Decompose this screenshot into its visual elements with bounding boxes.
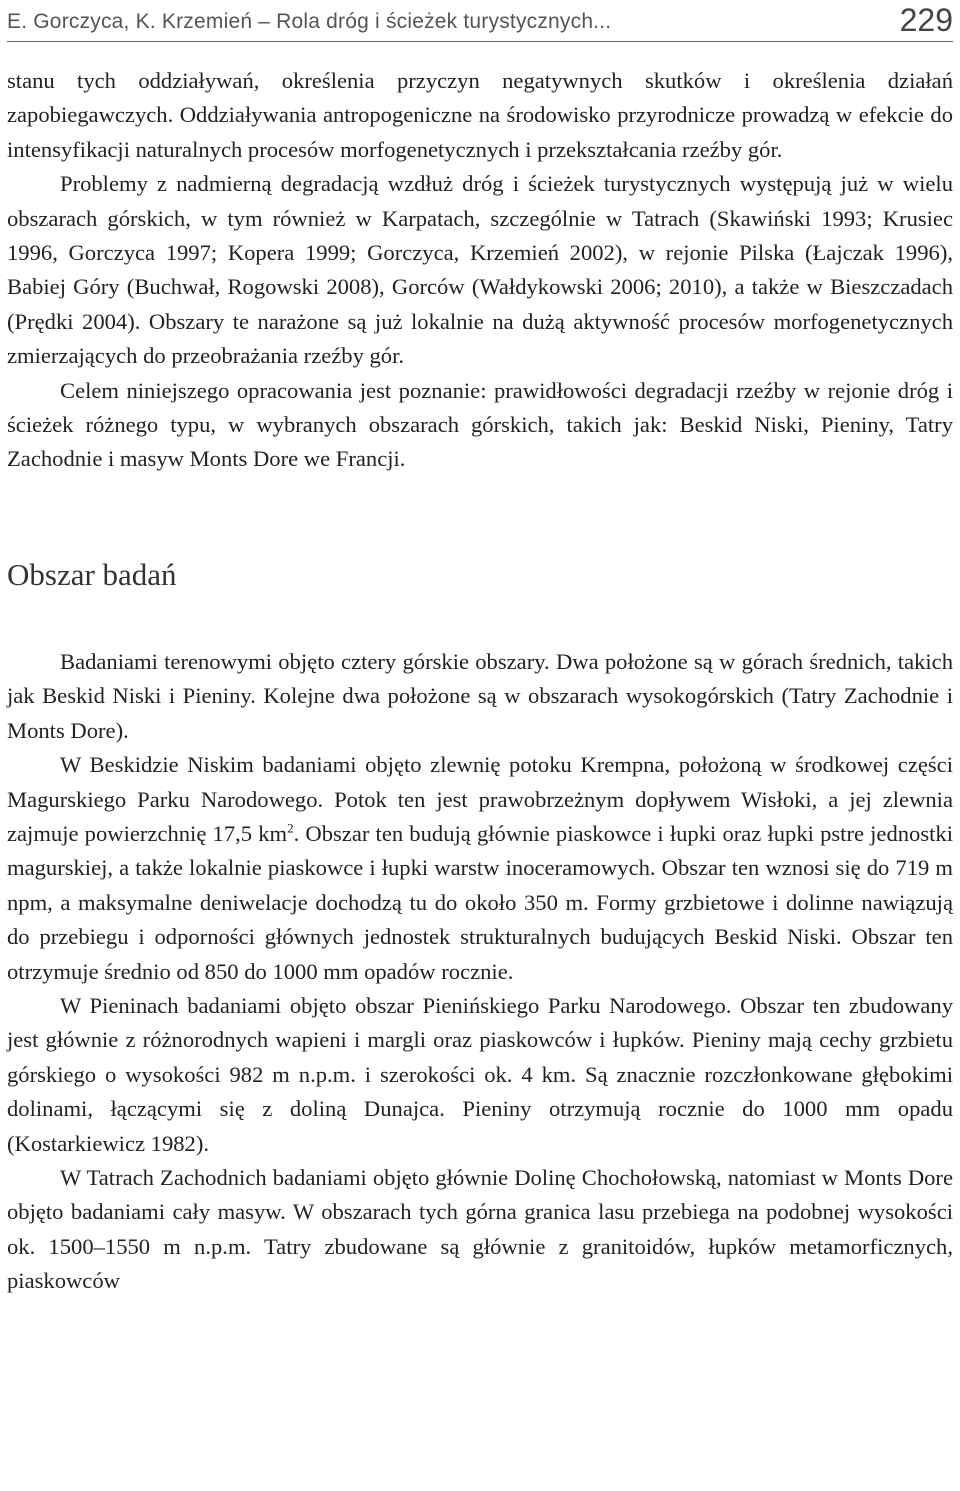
paragraph-continuation: stanu tych oddziaływań, określenia przyczyn negatywnych skutków i określenia działań zapobiegawczych. Oddziaływania antropogeniczne na środowisko przyrodnicze prowadzą w efekcie do intensyfikacji naturalnych procesów morfogenetycznych i przekształcania rzeźby gór. (7, 68, 953, 162)
beskid-text-a: W Beskidzie Niskim badaniami objęto zlewnię potoku Krempna, położoną w środkowej części Magurskiego Parku Narodowego. Potok ten jest prawobrzeżnym dopływem Wisłoki, a jej zlewnia zajmuje powierzchnię 17,5 km (7, 752, 953, 846)
page-number: 229 (899, 2, 953, 38)
body-text (7, 64, 953, 1299)
beskid-text-b: . Obszar ten budują głównie piaskowce i łupki oraz łupki pstre jednostki magurskiej, a także lokalnie piaskowce i łupki warstw inoceramowych. Obszar ten wznosi się do 719 m npm, a maksymalne deniwelacje dochodzą tu do około 350 m. Formy grzbietowe i dolinne nawiązują do przebiegu i odporności głównych jednostek strukturalnych budujących Beskid Niski. Obszar ten otrzymuje średnio od 850 do 1000 mm opadów rocznie. (7, 820, 953, 984)
paragraph-problems: Problemy z nadmierną degradacją wzdłuż dróg i ścieżek turystycznych występują już w wielu obszarach górskich, w tym również w Karpatach, szczególnie w Tatrach (Skawiński 1993; Krusiec 1996, Gorczyca 1997; Kopera 1999; Gorczyca, Krzemień 2002), w rejonie Pilska (Łajczak 1996), Babiej Góry (Buchwał, Rogowski 2008), Gorców (Wałdykowski 2006; 2010), a także w Bieszczadach (Prędki 2004). Obszary te narażone są już lokalnie na dużą aktywność procesów morfogenetycznych zmierzających do przeobrażania rzeźby gór. (7, 171, 953, 369)
superscript-2: 2 (287, 820, 294, 836)
running-head (7, 2, 953, 38)
paragraph-beskid-niski (7, 748, 953, 989)
paragraph-tatry: W Tatrach Zachodnich badaniami objęto głównie Dolinę Chochołowską, natomiast w Monts Dore objęto badaniami cały masyw. W obszarach tych górna granica lasu przebiega na podobnej wysokości ok. 1500–1550 m n.p.m. Tatry zbudowane są głównie z granitoidów, łupków metamorficznych, piaskowców (7, 1164, 953, 1294)
running-head-title: E. Gorczyca, K. Krzemień – Rola dróg i ścieżek turystycznych... (7, 10, 612, 33)
paragraph-pieniny: W Pieninach badaniami objęto obszar Pienińskiego Parku Narodowego. Obszar ten zbudowany jest głównie z różnorodnych wapieni i margli oraz piaskowców i łupków. Pieniny mają cechy grzbietu górskiego o wysokości 982 m n.p.m. i szerokości ok. 4 km. Są znacznie rozczłonkowane głębokimi dolinami, łączącymi się z doliną Dunajca. Pieniny otrzymują rocznie do 1000 mm opadu (Kostarkiewicz 1982). (7, 992, 953, 1156)
header-rule (7, 41, 953, 42)
paragraph-aim: Celem niniejszego opracowania jest poznanie: prawidłowości degradacji rzeźby w rejonie dróg i ścieżek różnego typu, w wybranych obszarach górskich, takich jak: Beskid Niski, Pieniny, Tatry Zachodnie i masyw Monts Dore we Francji. (7, 377, 953, 472)
section-heading: Obszar badań (7, 556, 177, 592)
paragraph-study-areas: Badaniami terenowymi objęto cztery górskie obszary. Dwa położone są w górach średnich, takich jak Beskid Niski i Pieniny. Kolejne dwa położone są w obszarach wysokogórskich (Tatry Zachodnie i Monts Dore). (7, 648, 953, 743)
